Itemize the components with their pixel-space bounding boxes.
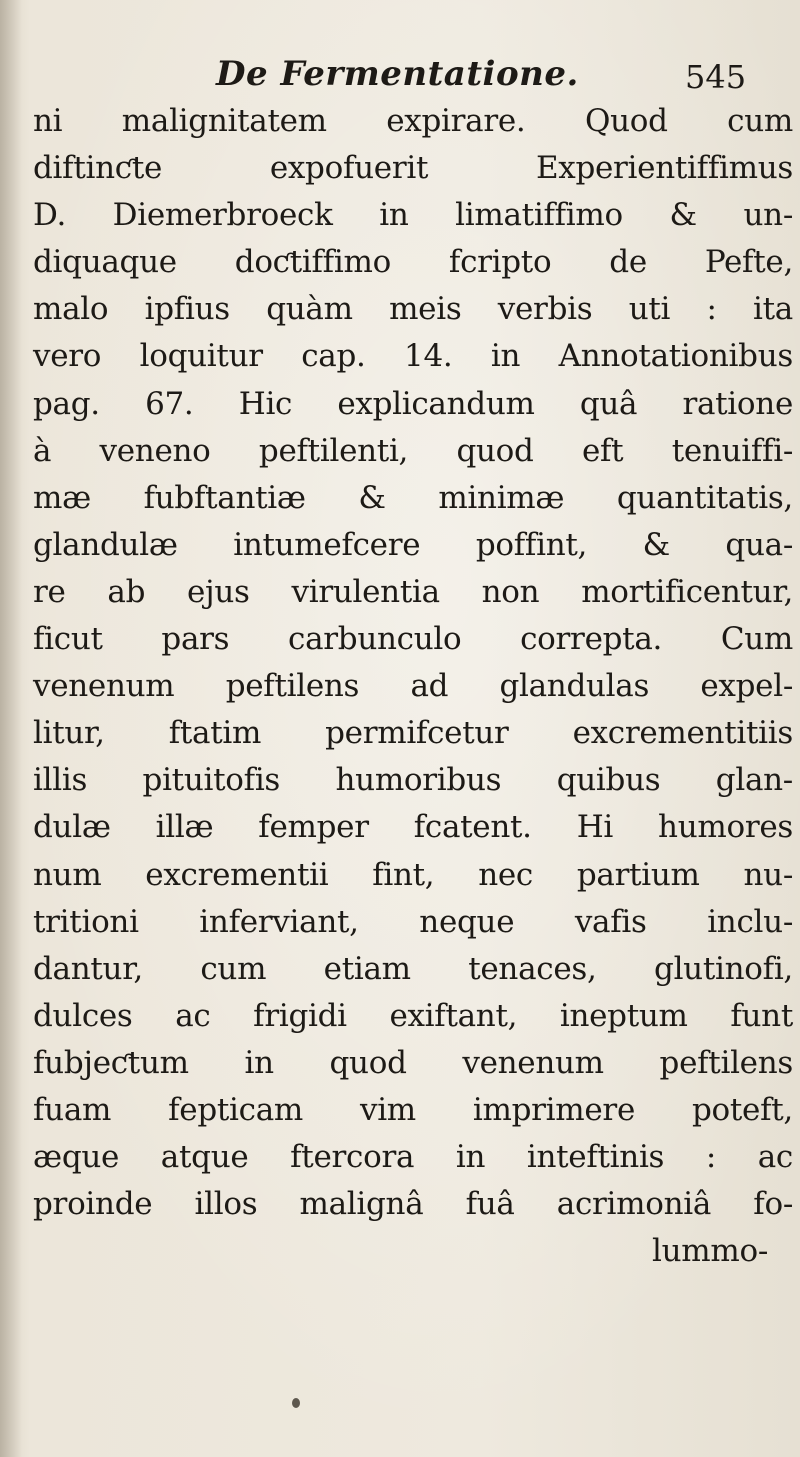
text-line: litur, ftatim permifcetur excrementitiis [33, 715, 793, 752]
gutter-shadow [0, 0, 22, 1457]
text-line: diquaque doƈtiffimo fcripto de Pefte, [33, 244, 793, 281]
text-line: proinde illos malignâ fuâ acrimoniâ fo- [33, 1186, 793, 1223]
text-line: illis pituitofis humoribus quibus glan- [33, 762, 793, 799]
text-line: glandulæ intumefcere poffint, & qua- [33, 526, 793, 563]
text-line: æque atque ftercora in inteftinis : ac [33, 1139, 793, 1176]
body-text [33, 98, 793, 1275]
text-line: re ab ejus virulentia non mortificentur, [33, 573, 793, 610]
text-line: à veneno peftilenti, quod eft tenuiffi- [33, 432, 793, 469]
page-number: 545 [685, 58, 747, 96]
text-line: diftinƈte expofuerit Experientiffimus [33, 150, 793, 187]
text-line: venenum peftilens ad glandulas expel- [33, 668, 793, 705]
text-line: vero loquitur cap. 14. in Annotationibus [33, 338, 793, 375]
text-line: tritioni inferviant, neque vafis inclu- [33, 903, 793, 940]
text-line: fuam fepticam vim imprimere poteft, [33, 1091, 793, 1128]
catchword: lummo- [651, 1233, 768, 1270]
text-line: fubjeƈtum in quod venenum peftilens [33, 1044, 793, 1081]
running-head [0, 40, 800, 100]
text-line: ficut pars carbunculo correpta. Cum [33, 621, 793, 658]
text-line: pag. 67. Hic explicandum quâ ratione [33, 385, 793, 422]
text-line: dantur, cum etiam tenaces, glutinofi, [33, 950, 793, 987]
text-line: dulæ illæ femper fcatent. Hi humores [33, 809, 793, 846]
text-line: D. Diemerbroeck in limatiffimo & un- [33, 197, 793, 234]
running-head-title: De Fermentatione. [216, 54, 579, 94]
text-line: dulces ac frigidi exiftant, ineptum funt [33, 997, 793, 1034]
text-line: ni malignitatem expirare. Quod cum [33, 103, 793, 139]
text-line: mæ fubftantiæ & minimæ quantitatis, [33, 479, 793, 516]
text-line: malo ipfius quàm meis verbis uti : ita [33, 291, 793, 328]
text-line: num excrementii fint, nec partium nu- [33, 856, 793, 893]
ink-spot [292, 1398, 300, 1408]
